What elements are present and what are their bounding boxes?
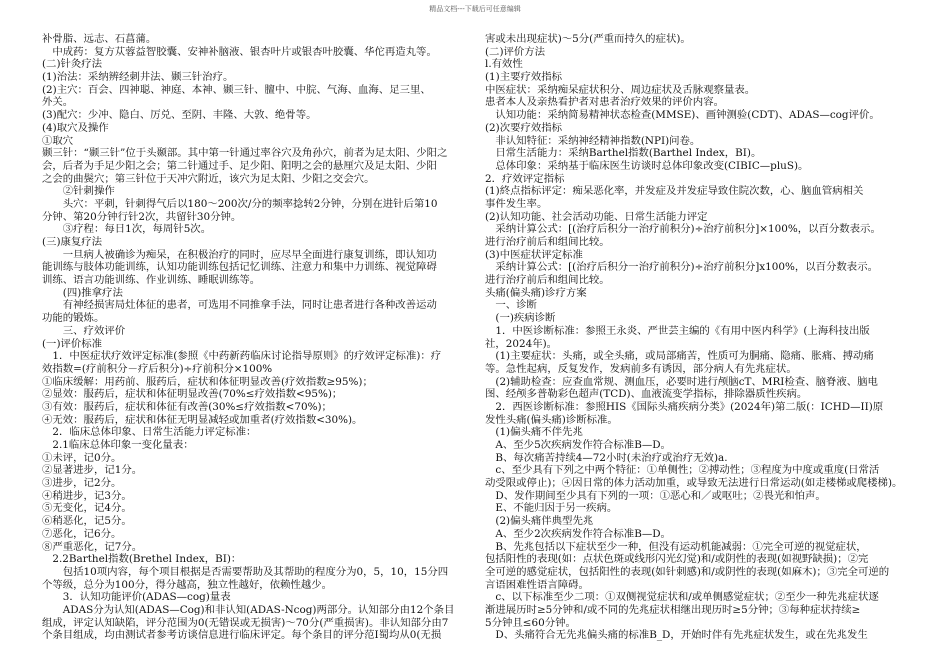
left-column-text-line: ADAS分为认知(ADAS—Cog)和非认知(ADAS-Ncog)两部分。认知部分由12个条目: [42, 603, 455, 616]
left-column-text-line: 组成，评定认知缺陷，评分范围为0(无错误或无损害)～70分(严重损害)。非认知部分由7: [42, 616, 449, 629]
right-column-text-line: c、以下标准至少二项：①双侧视觉症状和/或单侧感觉症状；②至少一种先兆症状逐: [485, 591, 879, 604]
left-column-text-line: ②针刺操作: [42, 185, 115, 198]
left-column-text-line: (三)康复疗法: [42, 236, 103, 248]
right-column-text-line: D、发作期间至少具有下列的一项：①恶心和／或呕吐；②畏光和怕声。: [485, 489, 826, 502]
right-column-text-line: E、不能归因于另一疾病。: [485, 502, 618, 515]
left-column-text-line: 2．临床总体印象、日常生活能力评定标准：: [42, 426, 257, 439]
right-column-text-line: (一)疾病诊断: [485, 312, 556, 325]
right-column-text-line: 5分钟且≤60分钟。: [485, 616, 576, 629]
left-column-text-line: ②显效：服药后，症状和体征明显改善(70%≤疗效指数<95%)；: [42, 388, 343, 401]
left-column-text-line: ⑧严重恶化，记7分。: [42, 540, 143, 553]
right-column-text-line: 患者本人及亲热看护者对患者治疗效果的评价内容。: [485, 96, 724, 109]
right-column-text-line: (1)偏头痛不伴先兆: [485, 426, 583, 439]
right-column-text-line: (3)中医症状评定标准: [485, 248, 583, 261]
left-column-text-line: 头穴：平刺，针刺得气后以180～200次/分的频率捻转2分钟，分别在进针后第10: [42, 197, 438, 210]
left-column-text-line: ①取穴: [42, 134, 74, 147]
right-column-text-line: 图、经颅多普勒彩色超声(TCD)、血液流变学指标，排除器质性疾病。: [485, 388, 808, 401]
right-column-text-line: 全可逆的感觉症状，包括阳性的表现(如针刺感)和/或阴性的表现(如麻木)；③完全可逆的: [485, 565, 890, 578]
left-column-text-line: (四)推拿疗法: [42, 286, 123, 299]
left-column-text-line: (4)取穴及操作: [42, 121, 109, 134]
left-column-text-line: ④稍进步，记3分。: [42, 489, 132, 502]
right-column-text-line: 发性头痛(偏头痛)诊断标准。: [485, 413, 618, 426]
left-column-text-line: 功能的锻炼。: [42, 312, 105, 325]
right-column-text-line: 1．中医诊断标准：参照王永炎、严世芸主编的《有用中医内科学》(上海科技出版: [485, 324, 870, 337]
left-column-text-line: 2.1临床总体印象一变化量表：: [42, 439, 194, 451]
right-column-text-line: c、至少具有下列之中两个特征：①单侧性；②搏动性；③程度为中度或重度(日常活: [485, 464, 880, 477]
left-column-text-line: 效指数=(疗前积分－疗后积分)÷疗前积分×100%: [42, 362, 273, 375]
left-column-text-line: 外关。: [42, 96, 74, 109]
left-column-text-line: ⑦恶化，记6分。: [42, 527, 122, 540]
left-column-text-line: (二)针灸疗法: [42, 58, 103, 71]
left-column-text-line: 个条目组成，均由测试者参考访谈信息进行临床评定。每个条目的评分范I蜀均从0(无损: [42, 629, 442, 642]
left-column: [42, 33, 467, 642]
left-column-text-line: 分钟、第20分钟行针2次，共留针30分钟。: [42, 210, 242, 223]
right-column-text-line: 2．西医诊断标准：参照HIS《国际头痛疾病分类》(2024年)第二版(：ICHD—II)原: [485, 400, 884, 413]
left-column-text-line: ①临床缓解：用药前、服药后，症状和体征明显改善(疗效指数≥95%)；: [42, 375, 373, 388]
right-column-text-line: 等。急性起病，反复发作，发病前多有诱因，部分病人有先兆症状。: [485, 362, 797, 375]
right-column-text-line: (二)评价方法: [485, 45, 546, 58]
right-column-text-line: 非认知特征：采纳神经精神指数(NPI)问卷。: [485, 134, 701, 147]
page-header-note: 精品文档---下载后可任意编辑: [429, 5, 521, 13]
left-column-text-line: 2.2Barthel指数(Brethel Index，BI)：: [42, 553, 242, 566]
left-column-text-line: 1．中医症状疗效评定标准(参照《中药新药临床讨论指导原则》的疗效评定标准)：疗: [42, 350, 442, 363]
left-column-text-line: 颞三针：“颞三针”位于头颞部。其中第一针通过率谷穴及角孙穴，前者为足太阳、少阳之: [42, 147, 448, 160]
left-column-text-line: 包括10项内容，每个项目根据是否需要帮助及其帮助的程度分为0，5，10，15分四: [42, 565, 449, 578]
left-column-text-line: ⑥稍恶化，记5分。: [42, 515, 132, 528]
right-column-text-line: 采纳计算公式：[(治疗后积分一治疗前积分)÷治疗前积分]x100%，以百分数表示。: [485, 261, 878, 274]
right-column-text-line: B、每次痛苦持续4—72小时(未治疗或治疗无效)a.: [485, 451, 728, 464]
left-column-text-line: (3)配穴：少冲、隐白、厉兑、至阴、丰隆、大敦、绝骨等。: [42, 109, 317, 122]
right-column-text-line: 事件发生率。: [485, 197, 548, 210]
left-column-text-line: 3．认知功能评价(ADAS—cog)量表: [42, 591, 231, 604]
right-column-text-line: 一、诊断: [485, 299, 537, 312]
left-column-text-line: 中成药：复方苁蓉益智胶囊、安神补脑液、银杏叶片或银杏叶胶囊、华佗再造丸等。: [42, 45, 437, 58]
left-column-text-line: 个等级，总分为100分，得分越高，独立性越好，依赖性越少。: [42, 578, 332, 591]
right-column-text-line: A、至少2次疾病发作符合标准B—D。: [485, 527, 671, 540]
right-column-text-line: (1)主要症状：头痛，或全头痛，或局部痛苦，性质可为胴痛、隐痛、胀痛、搏动痛: [485, 350, 874, 363]
right-column-text-line: (2)辅助检查：应查血常规、测血压，必要时进行颅脑cT、MRI检查、脑脊液、脑电: [485, 375, 878, 388]
right-column-text-line: 渐进展历时≥5分钟和/或不同的先兆症状相继出现历时≥5分钟；③每种症状持续≥: [485, 603, 861, 616]
left-column-text-line: 三、疗效评价: [42, 324, 126, 337]
left-column-text-line: ③有效：服药后，症状和体征有改善(30%≤疗效指数<70%)；: [42, 400, 332, 413]
right-column-text-line: 言语困难性语言障碍。: [485, 578, 589, 591]
right-column-text-line: 采纳计算公式：[(治疗后积分一治疗前积分)÷治疗前积分]×100%，以百分数表示。: [485, 223, 881, 236]
left-column-text-line: ④无效：服药后，症状和体征无明显减轻或加重者(疗效指数<30%)。: [42, 413, 363, 426]
right-column-text-line: (1)主要疗效指标: [485, 71, 563, 84]
left-column-text-line: ③进步，记2分。: [42, 477, 122, 490]
right-column-text-line: 进行治疗前后和组间比较。: [485, 236, 610, 248]
left-column-text-line: 会，后者为手足少阳之会；第二针通过手、足少阳、阳明之会的悬厘穴及足太阳、少阳: [42, 159, 437, 172]
left-column-text-line: 有神经损害局灶体征的患者，可选用不同推拿手法，同时让患者进行各种改善运动: [42, 299, 437, 312]
right-column-text-line: 2．疗效评定指标: [485, 172, 565, 185]
right-column-text-line: A、至少5次疾病发作符合标准B—D。: [485, 439, 671, 451]
right-column-text-line: 日常生活能力：采纳Barthel指数(Barthel Index，BI)。: [485, 147, 762, 160]
right-column-text-line: 认知功能：采纳简易精神状态检查(MMSE)、画钟测验(CDT)、ADAS—cog评价。: [485, 109, 880, 122]
left-column-text-line: 一旦病人被确诊为痴呆，在积极治疗的同时，应尽早全面进行康复训练，即认知功: [42, 248, 437, 261]
right-column-text-line: 中医症状：采纳痴呆症状积分、周边症状及舌脉观察量表。: [485, 83, 756, 96]
left-column-text-line: 训练、语言功能训练、作业训练、睡眠训练等。: [42, 274, 261, 287]
left-column-text-line: ①未评，记0分。: [42, 451, 122, 464]
right-column-text-line: B、先兆包括以下症状至少一种，但没有运动机能减弱：①完全可逆的视觉症状，: [485, 540, 867, 553]
left-column-text-line: ③疗程：每日1次，每周针5次。: [42, 223, 212, 236]
right-column-text-line: 总体印象：采纳基于临床医生访谈时总体印象改变(CIBIC—pluS)。: [485, 159, 809, 172]
right-column-text-line: (2)偏头痛伴典型先兆: [485, 515, 594, 528]
left-column-text-line: (一)评价标准: [42, 337, 103, 350]
left-column-text-line: (2)主穴：百会、四神聪、神庭、本神、颞三针、膻中、中脘、气海、血海、足三里、: [42, 83, 431, 96]
right-column-text-line: l.有效性: [485, 58, 523, 71]
left-column-text-line: 之会的曲鬓穴；第三针位于天冲穴附近，该穴为足太阳、少阳之交会穴。: [42, 172, 375, 185]
left-column-text-line: ②显著进步，记1分。: [42, 464, 143, 477]
right-column-text-line: 包括阳性的表现(如：点状色斑或线形闪光幻觉)和/或阴性的表现(如视野缺损)；②完: [485, 553, 869, 566]
right-column-text-line: 害或未出现症状)～5分(严重而持久的症状)。: [485, 33, 691, 45]
right-column-text-line: (2)认知功能、社会活动功能、日常生活能力评定: [485, 210, 708, 223]
left-column-text-line: 能训练与肢体功能训练，认知功能训练包括记忆训练、注意力和集中力训练、视觉障碍: [42, 261, 437, 274]
left-column-text-line: 补骨脂、远志、石菖蒲。: [42, 33, 157, 45]
left-column-text-line: (1)治法：采纳辨经刺井法、颞三针治疗。: [42, 71, 234, 84]
right-column-text-line: 动受限或停止)；④因日常的体力活动加重，或导致无法进行日常运动(如走楼梯或爬楼梯)。: [485, 477, 903, 490]
right-column-text-line: 进行治疗前后和组间比较。: [485, 274, 610, 287]
right-column-text-line: (2)次要疗效指标: [485, 121, 563, 134]
right-column-text-line: 社，2024年)。: [485, 337, 558, 350]
right-column-text-line: D、头痛符合无先兆偏头痛的标准B_D，开始时伴有先兆症状发生，或在先兆发生: [485, 629, 868, 642]
right-column-text-line: 头痛(偏头痛)诊疗方案: [485, 286, 587, 299]
left-column-text-line: ⑤无变化，记4分。: [42, 502, 132, 515]
right-column-text-line: (1)終点指标评定：痴呆恶化率，并发症及并发症导致住院次数，心、脑血管病相关: [485, 185, 864, 198]
right-column: [485, 33, 915, 642]
